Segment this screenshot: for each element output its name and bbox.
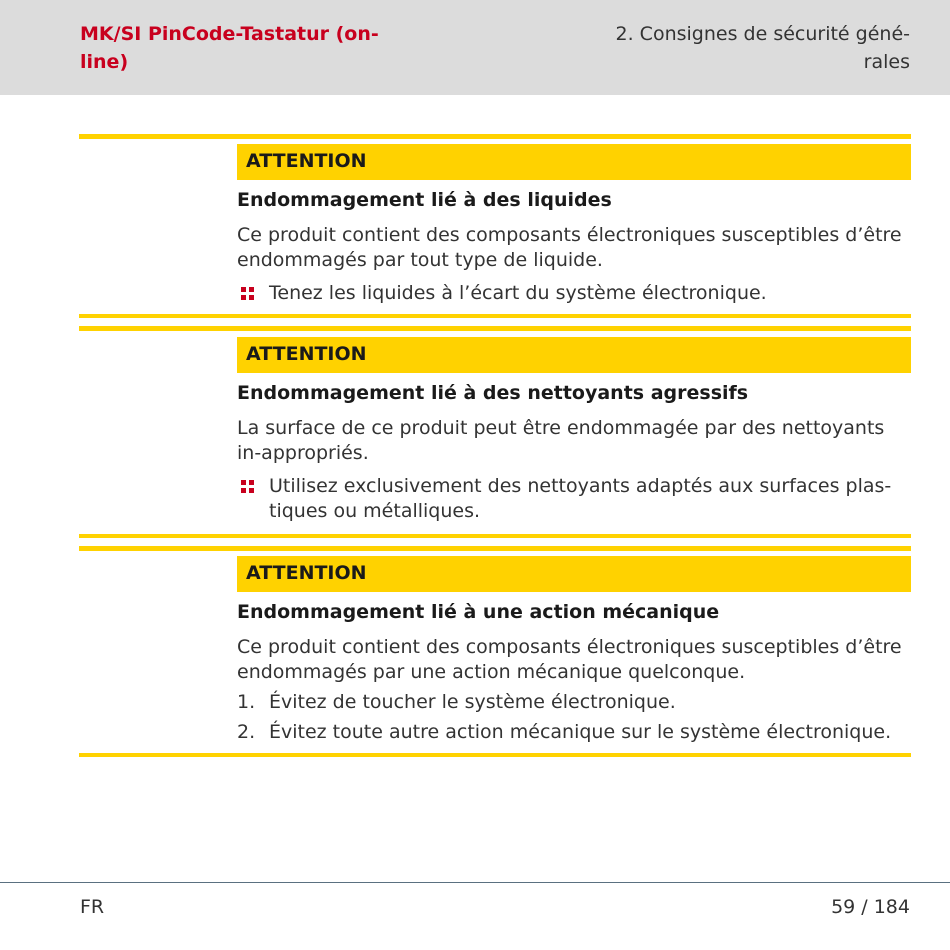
document-title: MK/SI PinCode-Tastatur (on-line)	[80, 23, 379, 73]
notice-title: Endommagement lié à des nettoyants agressifs	[237, 382, 749, 404]
notice-title: Endommagement lié à des liquides	[237, 189, 612, 211]
attention-label: ATTENTION	[246, 150, 367, 172]
page-number: 59 / 184	[831, 896, 910, 918]
footer-divider	[0, 882, 950, 883]
notice-title: Endommagement lié à une action mécanique	[237, 601, 720, 623]
notice-text: Ce produit contient des composants électroniques susceptibles d’être endommagés par tout type de liquide.	[237, 224, 902, 271]
notice-top-rule	[79, 546, 911, 551]
bullet-icon	[241, 287, 254, 300]
section-title: 2. Consignes de sécurité géné-rales	[615, 23, 910, 73]
step-text: Évitez toute autre action mécanique sur le système électronique.	[269, 721, 892, 743]
notice-top-rule	[79, 134, 911, 139]
notice-text: Ce produit contient des composants électroniques susceptibles d’être endommagés par une action mécanique quelconque.	[237, 636, 902, 683]
step-number: 1.	[237, 691, 256, 713]
notice-top-rule	[79, 326, 911, 331]
notice-bottom-rule	[79, 314, 911, 318]
step-text: Évitez de toucher le système électronique.	[269, 691, 676, 713]
language-code: FR	[80, 896, 105, 918]
attention-label: ATTENTION	[246, 343, 367, 365]
attention-badge	[237, 144, 911, 180]
list-item-text: Utilisez exclusivement des nettoyants adaptés aux surfaces plas-tiques ou métalliques.	[269, 475, 892, 522]
notice-text: La surface de ce produit peut être endommagée par des nettoyants in-appropriés.	[237, 417, 885, 464]
notice-bottom-rule	[79, 534, 911, 538]
bullet-icon	[241, 480, 254, 493]
attention-label: ATTENTION	[246, 562, 367, 584]
list-item-text: Tenez les liquides à l’écart du système électronique.	[269, 282, 767, 304]
page-header	[0, 0, 950, 95]
attention-badge	[237, 337, 911, 373]
step-number: 2.	[237, 721, 256, 743]
attention-badge	[237, 556, 911, 592]
notice-bottom-rule	[79, 753, 911, 757]
